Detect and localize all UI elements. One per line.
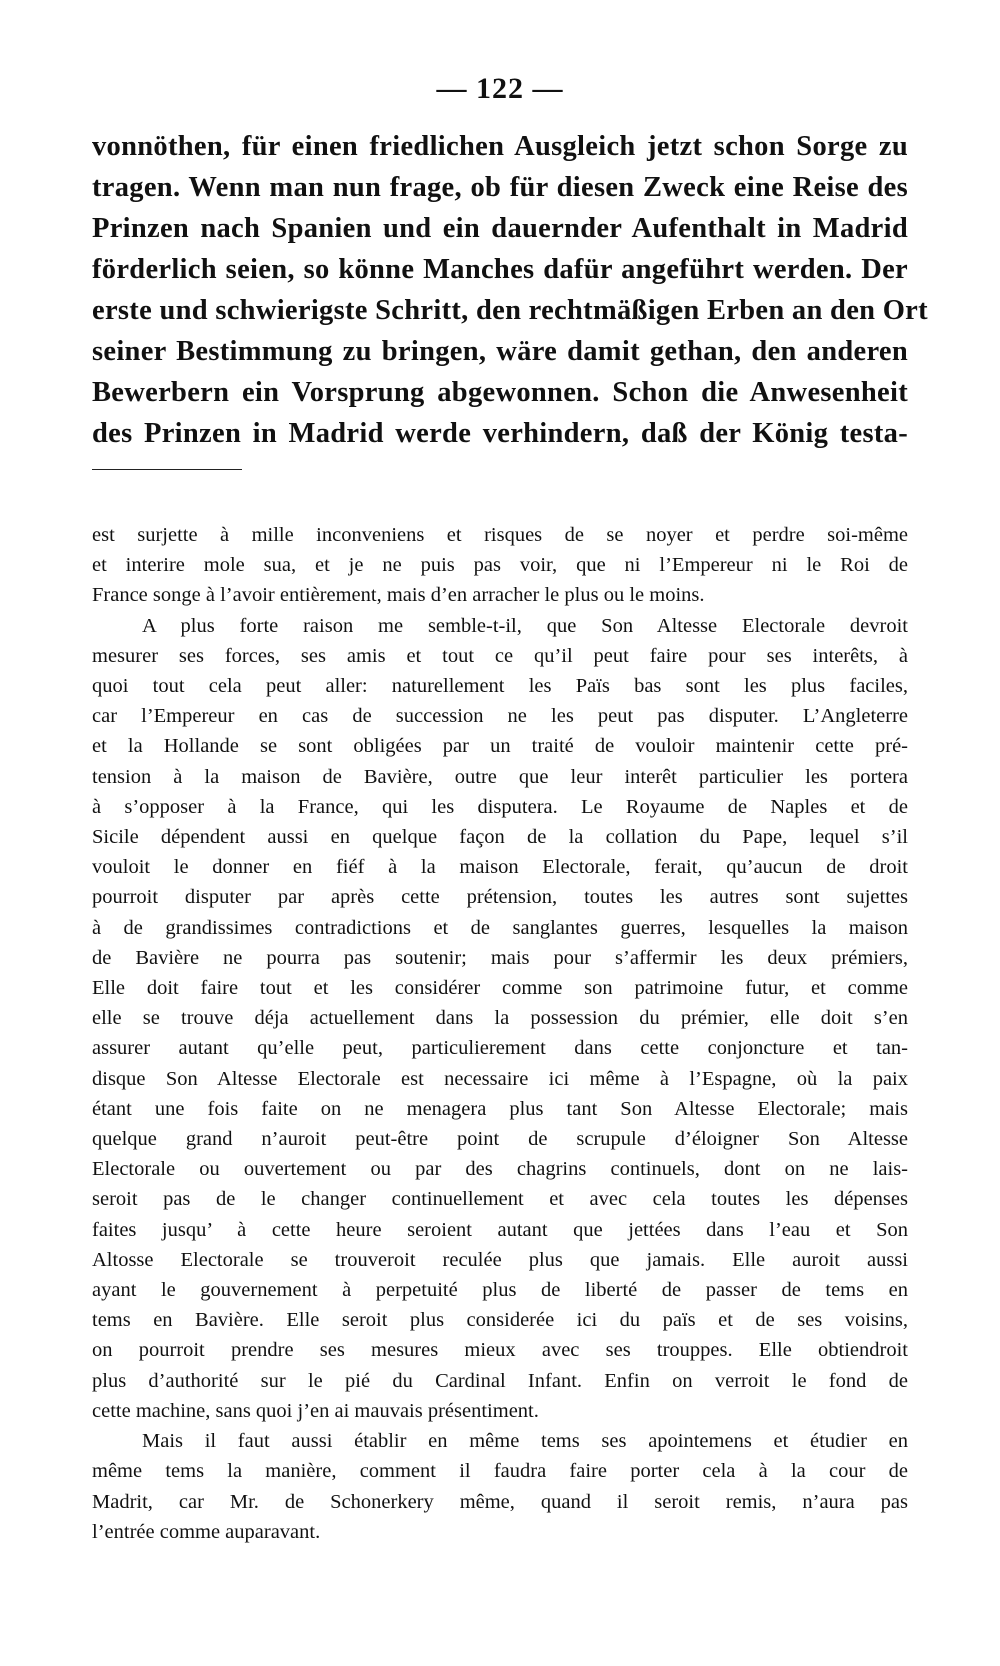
footnote-line: et interire mole sua, et je ne puis pas voir, que ni l’Empereur ni le Roi de (92, 554, 908, 577)
footnote-line: Sicile dépendent aussi en quelque façon de la collation du Pape, lequel s’il (92, 826, 908, 849)
footnote-line: Madrit, car Mr. de Schonerkery même, quand il seroit remis, n’aura pas (92, 1490, 908, 1513)
main-text-block (92, 126, 928, 454)
footnote-line: disque Son Altesse Electorale est necessaire ici même à l’Espagne, où la paix (92, 1067, 908, 1090)
footnote-line: mesurer ses forces, ses amis et tout ce qu’il peut faire pour ses interêts, à (92, 644, 908, 667)
footnote-line: assurer autant qu’elle peut, particulierement dans cette conjoncture et tan- (92, 1037, 908, 1060)
footnote-line: tension à la maison de Bavière, outre que leur interêt particulier les portera (92, 765, 908, 788)
page-number: — 122 — (436, 72, 564, 105)
footnote-line: Elle doit faire tout et les considérer comme son patrimoine futur, et comme (92, 977, 908, 1000)
main-text-line: seiner Bestimmung zu bringen, wäre damit gethan, den anderen (92, 336, 908, 367)
footnote-line: car l’Empereur en cas de succession ne les peut pas disputer. L’Angleterre (92, 705, 908, 728)
footnote-line: Mais il faut aussi établir en même tems ses apointemens et étudier en (142, 1430, 908, 1453)
footnote-line: est surjette à mille inconveniens et risques de se noyer et perdre soi-même (92, 524, 908, 546)
main-text-line: Prinzen nach Spanien und ein dauernder Aufenthalt in Madrid (92, 213, 908, 244)
footnote-line: à de grandissimes contradictions et de sanglantes guerres, lesquelles la maison (92, 916, 908, 939)
main-text-line: tragen. Wenn man nun frage, ob für diesen Zweck eine Reise des (92, 172, 908, 203)
footnote-line: vouloit le donner en fiéf à la maison Electorale, ferait, qu’aucun de droit (92, 856, 908, 879)
footnote-line: à s’opposer à la France, qui les disputera. Le Royaume de Naples et de (92, 795, 908, 818)
footnote-line: de Bavière ne pourra pas soutenir; mais pour s’affermir les deux prémiers, (92, 946, 908, 969)
footnote-line: tems en Bavière. Elle seroit plus considerée ici du païs et de ses voisins, (92, 1309, 908, 1332)
footnote-block (92, 520, 908, 1547)
footnote-line: Altosse Electorale se trouveroit reculée plus que jamais. Elle auroit aussi (92, 1248, 908, 1271)
footnote-line: elle se trouve déja actuellement dans la possession du prémier, elle doit s’en (92, 1007, 908, 1030)
footnote-line: A plus forte raison me semble-t-il, que Son Altesse Electorale devroit (142, 614, 908, 637)
footnote-line: quelque grand n’auroit peut-être point de scrupule d’éloigner Son Altesse (92, 1128, 908, 1151)
footnote-line: plus d’authorité sur le pié du Cardinal Infant. Enfin on verroit le fond de (92, 1369, 908, 1392)
footnote-line: quoi tout cela peut aller: naturellement les Païs bas sont les plus faciles, (92, 675, 908, 698)
footnote-line: étant une fois faite on ne menagera plus tant Son Altesse Electorale; mais (92, 1097, 908, 1120)
footnote-line: ayant le gouvernement à perpetuité plus de liberté de passer de tems en (92, 1279, 908, 1302)
main-text-line: vonnöthen, für einen friedlichen Ausgleich jetzt schon Sorge zu (92, 131, 908, 162)
main-text-line: Bewerbern ein Vorsprung abgewonnen. Schon die Anwesenheit (92, 377, 908, 408)
main-text-line: förderlich seien, so könne Manches dafür angeführt werden. Der (92, 254, 908, 285)
footnote-line: Electorale ou ouvertement ou par des chagrins continuels, dont on ne lais- (92, 1158, 908, 1181)
footnote-line: seroit pas de le changer continuellement et avec cela toutes les dépenses (92, 1188, 908, 1211)
footnote-line: pourroit disputer par après cette prétension, toutes les autres sont sujettes (92, 886, 908, 909)
main-text-line: erste und schwierigste Schritt, den rechtmäßigen Erben an den Ort (92, 295, 928, 326)
footnote-line: faites jusqu’ à cette heure seroient autant que jettées dans l’eau et Son (92, 1218, 908, 1241)
footnote-line: cette machine, sans quoi j’en ai mauvais présentiment. (92, 1399, 539, 1422)
footnote-line: l’entrée comme auparavant. (92, 1520, 321, 1543)
main-text-line: des Prinzen in Madrid werde verhindern, daß der König testa- (92, 418, 908, 449)
footnote-line: même tems la manière, comment il faudra faire porter cela à la cour de (92, 1460, 908, 1483)
footnote-line: et la Hollande se sont obligées par un traité de vouloir maintenir cette pré- (92, 735, 908, 758)
footnote-separator-rule (92, 469, 242, 470)
footnote-line: on pourroit prendre ses mesures mieux avec ses trouppes. Elle obtiendroit (92, 1339, 908, 1362)
footnote-line: France songe à l’avoir entièrement, mais d’en arracher le plus ou le moins. (92, 584, 705, 607)
